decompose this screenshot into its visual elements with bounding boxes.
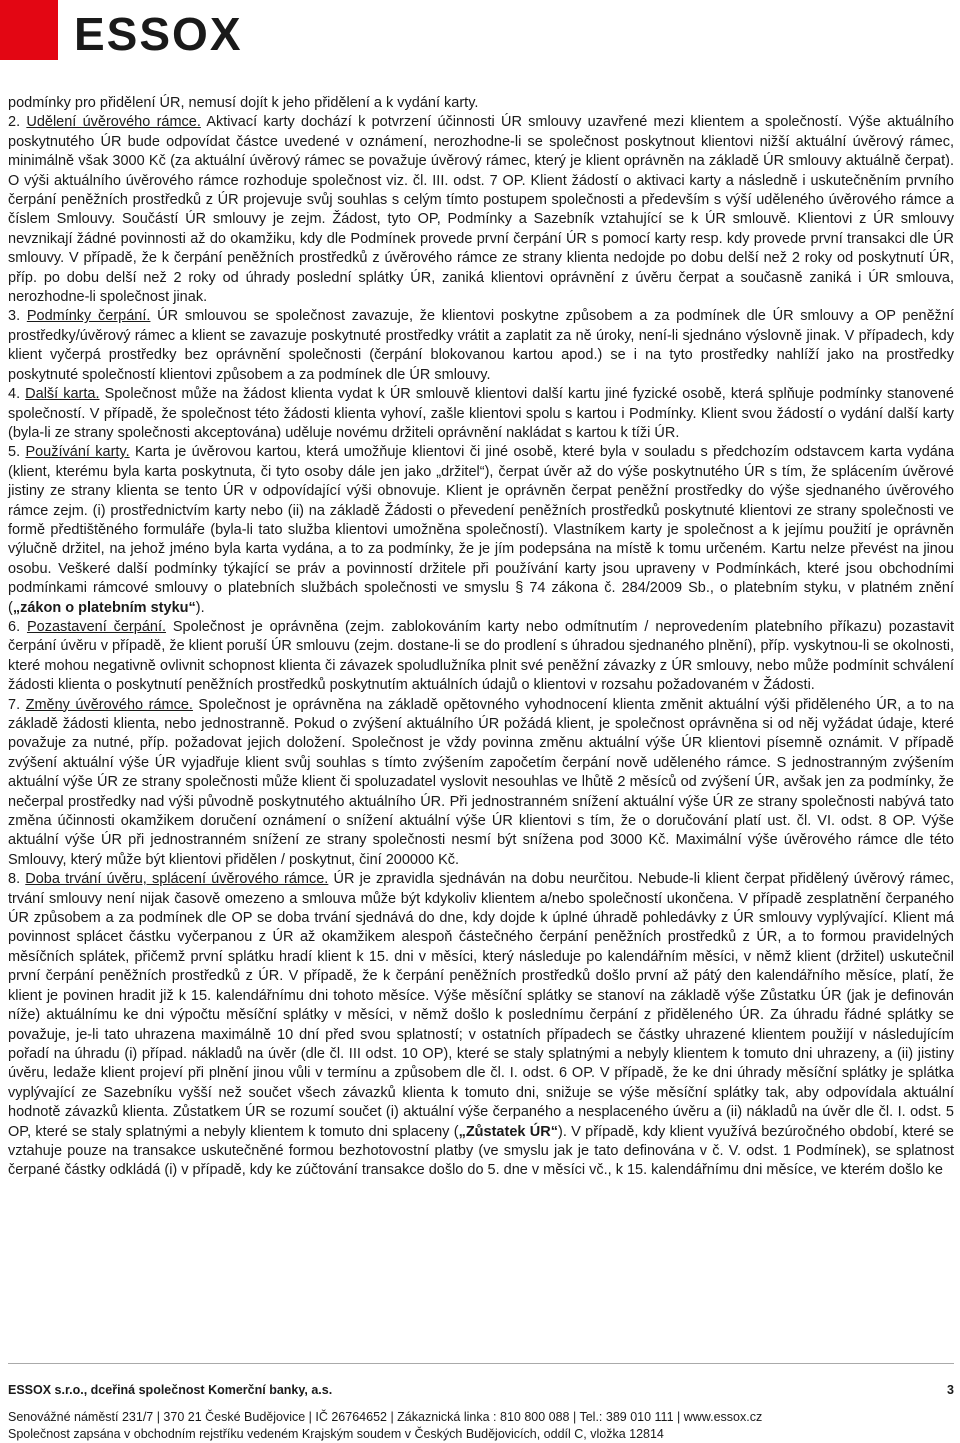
page-header bbox=[0, 0, 960, 78]
section-number: 3. bbox=[8, 308, 21, 325]
section-5 bbox=[8, 443, 954, 618]
section-4 bbox=[8, 385, 954, 443]
section-text: Společnost je oprávněna na základě opětovného vyhodnocení klienta změnit aktuální výši přiděleného ÚR, a to na základě žádosti klienta, nebo jednostranně. Pokud o zvýšení aktuálního ÚR požádá klient, je společnost oprávněna si od něj vyžádat údaje, které považuje za nutné, příp. požadovat jejich doložení. Společnost je vždy povinna změnu aktuální výše ÚR klientovi písemně oznámit. V případě zvýšení aktuální výše ÚR vyjadřuje klient svůj souhlas s tímto zvýšením započetím čerpání nově uděleného rámce. S jednostranným zvýšením aktuální výše ÚR ze strany společnosti může klient či spoluzadatel vyslovit nesouhlas ve lhůtě 2 měsíců od zvýšení ÚR, avšak jen za podmínky, že nečerpal prostředky nad výši původně poskytnutého aktuálního ÚR. Při jednostranném snížení aktuální výše ÚR ze strany společnosti nabývá tato změna účinnosti okamžikem doručení oznámení o snížení aktuální výše ÚR klientovi s tím, že o doručování platí ust. čl. VI. odst. 8 OP. Výše aktuální výše ÚR při jednostranném snížení ze strany společnosti nesmí být snížena pod 3000 Kč. Maximální výše úvěrového rámce dle této Smlouvy, který může být klientovi přidělen / poskytnut, činí 200000 Kč. bbox=[8, 696, 954, 868]
section-number: 5. bbox=[8, 444, 21, 461]
section-heading: Doba trvání úvěru, splácení úvěrového rámce. bbox=[25, 871, 329, 888]
footer-address: Senovážné náměstí 231/7 | 370 21 České Budějovice | IČ 26764652 | Zákaznická linka : 810 800 088 | Tel.: 389 010 111 | www.essox.cz bbox=[8, 1410, 763, 1424]
section-number: 4. bbox=[8, 386, 21, 403]
section-text: Společnost může na žádost klienta vydat k ÚR smlouvě klientovi další kartu jiné fyzické osobě, která splňuje podmínky stanovené společností. V případě, že společnost této žádosti klienta vyhoví, zašle klientovi spolu s kartou i Podmínky. Klient svou žádostí o vydání další karty (byla-li ze strany společnosti akceptována) uděluje novému držiteli oprávnění nakládat s kartou k tíži ÚR. bbox=[8, 386, 954, 441]
section-text: ÚR je zpravidla sjednáván na dobu neurčitou. Nebude-li klient čerpat přidělený úvěrový rámec, trvání smlouvy není nijak časově omezeno a smlouva může být kdykoliv klientem a/nebo společností ukončena. V případě zesplatnění čerpaného ÚR způsobem a za podmínek dle OP se doba trvání sjednává do dne, kdy dojde k úplné úhradě pohledávky z ÚR smlouvy vyplývající. Klient má povinnost splácet částku vyčerpanou z ÚR až okamžikem alespoň částečného čerpání peněžních prostředků z ÚR, a to formou pravidelných měsíčních splátek, přičemž první splátku hradí klient k 15. dni v měsíci, který následuje po kalendářním měsíci, v němž klient (držitel) uskutečnil první čerpání peněžních prostředků z ÚR. V případě, že k čerpání peněžních prostředků došlo první až pátý den kalendářního měsíce, platí, že klient je povinen hradit již k 15. kalendářnímu dni tohoto měsíce. Výše měsíční splátky se stanoví na základě výše Zůstatku ÚR (jak je definován níže) aktuálnímu ke dni výpočtu měsíční splátky v měsíci, v němž došlo k poslednímu čerpání z přiděleného ÚR. Za úhradu řádné splátky se považuje, je-li tato uhrazena maximálně 10 dní před svou splatností; v ostatních případech se částky uhrazené klientem použijí v následujícím pořadí na úhradu (i) případ. nákladů na úvěr (dle čl. III odst. 10 OP), které se staly splatnými a nebyly klientem k tomuto dni uhrazeny, a (ii) jistiny úvěru, ledaže klient projeví při plnění jinou vůli v termínu a způsobem dle čl. I. odst. 6 OP. V případě, že ke dni úhrady měsíční splátky je splátka vyplývající ze Sazebníku vyšší než součet všech závazků klienta k tomuto dni, snižuje se výše měsíční splátky tak, aby odpovídala aktuální hodnotě závazků klienta. Zůstatkem ÚR se rozumí součet (i) aktuální výše čerpaného a nesplaceného úvěru a (ii) nákladů na úvěr dle čl. I. odst. 5 OP, které se staly splatnými a nebyly klientem k tomuto dni splaceny ( bbox=[8, 871, 955, 1140]
defined-term: „Zůstatek ÚR“ bbox=[458, 1123, 558, 1140]
document-body bbox=[8, 94, 954, 1181]
section-text-tail: ). bbox=[195, 599, 205, 616]
section-7 bbox=[8, 696, 954, 871]
brand-red-block bbox=[0, 0, 58, 60]
page-number: 3 bbox=[947, 1383, 954, 1397]
section-heading: Změny úvěrového rámce. bbox=[25, 696, 193, 713]
footer-company: ESSOX s.r.o., dceřiná společnost Komerční banky, a.s. bbox=[8, 1383, 333, 1397]
section-number: 6. bbox=[8, 618, 21, 635]
section-heading: Další karta. bbox=[25, 386, 100, 403]
footer-divider bbox=[8, 1363, 954, 1364]
essox-logo: ESSOX bbox=[74, 8, 243, 60]
section-3 bbox=[8, 307, 954, 385]
section-text: Společnost je oprávněna (zejm. zablokováním karty nebo odmítnutím / neprovedením platebního příkazu) pozastavit čerpání úvěru v případě, že klient poruší ÚR smlouvu (zejm. dostane-li se do prodlení s úhradou sjednaného plnění), příp. vyskytnou-li se okolnosti, které mohou negativně ovlivnit schopnost klienta či závazek spoludlužníka plnit své peněžní závazky z ÚR smlouvy, nebo může podmínit schválení žádosti klienta o poskytnutí peněžních prostředků poskytnutím aktuálních údajů o klientovi v rozsahu požadovaném v Žádosti. bbox=[8, 618, 954, 694]
section-text-tail: ). V případě, kdy klient využívá bezúročného období, které se vztahuje pouze na transakce uskutečněné formou bezhotovostní platby (ve smyslu jak je tato definována v č. V. odst. 1 Podmínek), se splatnost čerpané částky odkládá (i) v případě, kdy ke zúčtování transakce došlo do 5. dne v měsíci vč., k 15. kalendářnímu dni měsíce, ve kterém došlo ke bbox=[8, 1123, 954, 1179]
section-number: 2. bbox=[8, 114, 21, 131]
section-heading: Používání karty. bbox=[25, 444, 130, 461]
defined-term: „zákon o platebním styku“ bbox=[12, 599, 196, 616]
section-text: Karta je úvěrovou kartou, která umožňuje klientovi či jiné osobě, které byla v souladu s předchozím odstavcem karta vydána (klient, kterému byla karta poskytnuta, či tyto osoby dále jen jako „držitel“), čerpat úvěr až do výše poskytnutého ÚR s tím, že splácením úvěrové jistiny ze strany klienta se tento ÚR v odpovídající výši obnovuje. Klient je oprávněn čerpat peněžní prostředky do výše sjednaného úvěrového rámce zejm. (i) prostřednictvím karty nebo (ii) na základě Žádosti o převedení peněžních prostředků poskytnuté klientovi ze strany společnosti ve formě předtištěného formuláře (byla-li tato služba klientovi umožněna společností). Vlastníkem karty je společnost a k jejímu použití je oprávněn výlučně držitel, na jehož jméno byla karta vydána, a to za podmínky, že je jím podepsána na místě k tomu určeném. Kartu nelze převést na jinou osobu. Veškeré další podmínky týkající se práv a povinností držitele při používání karty jsou upraveny v Podmínkách, které jsou obchodními podmínkami rámcové smlouvy o platebních službách společnosti ve smyslu § 74 zákona č. 284/2009 Sb., o platebním styku, v platném znění ( bbox=[8, 444, 955, 616]
section-2 bbox=[8, 113, 954, 307]
section-text: Aktivací karty dochází k potvrzení účinnosti ÚR smlouvy uzavřené mezi klientem a společností. Výše aktuálního poskytnutého ÚR bude odpovídat částce uvedené v oznámení, nerozhodne-li se společnost poskytnout klientovi nižší aktuální úvěrový rámec, minimálně však 3000 Kč (za aktuální úvěrový rámec se považuje úvěrový rámec, který je klient oprávněn na základě ÚR smlouvy aktuálně čerpat). O výši aktuálního úvěrového rámce rozhoduje společnost viz. čl. III. odst. 7 OP. Klient žádostí o aktivaci karty a následně i uskutečněním prvního čerpání peněžních prostředků z ÚR projevuje svůj souhlas s celým tímto postupem společnosti a především s výší uděleného úvěrového rámce a číslem Smlouvy. Součástí ÚR smlouvy je zejm. Žádost, tyto OP, Podmínky a Sazebník vztahující se k ÚR smlouvě. Klientovi z ÚR smlouvy nevznikají žádné povinnosti až do okamžiku, kdy dle Podmínek provede první čerpání ÚR s pomocí karty resp. kdy provede první transakci dle ÚR smlouvy. V případě, že k čerpání peněžních prostředků z úvěrového rámce ze strany klienta nedojde po dobu delší než 2 roky od poskytnutí ÚR, příp. po dobu delší než 2 roky od úhrady poslední splátky ÚR, zaniká klientovi oprávnění z úvěru čerpat a současně zaniká i ÚR smlouva, nerozhodne-li společnost jinak. bbox=[8, 114, 954, 306]
paragraph-intro: podmínky pro přidělení ÚR, nemusí dojít k jeho přidělení a k vydání karty. bbox=[8, 95, 479, 111]
footer-registry: Společnost zapsána v obchodním rejstříku vedeném Krajským soudem v Českých Budějovicích, oddíl C, vložka 12814 bbox=[8, 1427, 664, 1441]
section-text: ÚR smlouvou se společnost zavazuje, že klientovi poskytne způsobem a za podmínek dle ÚR smlouvy a OP peněžní prostředky/úvěrový rámec a klient se zavazuje poskytnuté prostředky vrátit a zaplatit za ně úroky, není-li sjednáno výslovně jinak. V případech, kdy klient vyčerpá prostředky bez oprávnění společnosti (čerpání blokovanou kartou apod.) se i na tyto prostředky nahlíží jako na prostředky poskytnuté společností klientovi způsobem a za podmínek dle ÚR smlouvy. bbox=[8, 308, 955, 383]
section-number: 7. bbox=[8, 696, 21, 713]
page-footer bbox=[8, 1382, 954, 1443]
section-8 bbox=[8, 870, 954, 1181]
section-6 bbox=[8, 618, 954, 696]
section-number: 8. bbox=[8, 871, 21, 888]
section-heading: Pozastavení čerpání. bbox=[26, 618, 167, 635]
section-heading: Udělení úvěrového rámce. bbox=[26, 114, 201, 131]
section-heading: Podmínky čerpání. bbox=[26, 308, 151, 325]
